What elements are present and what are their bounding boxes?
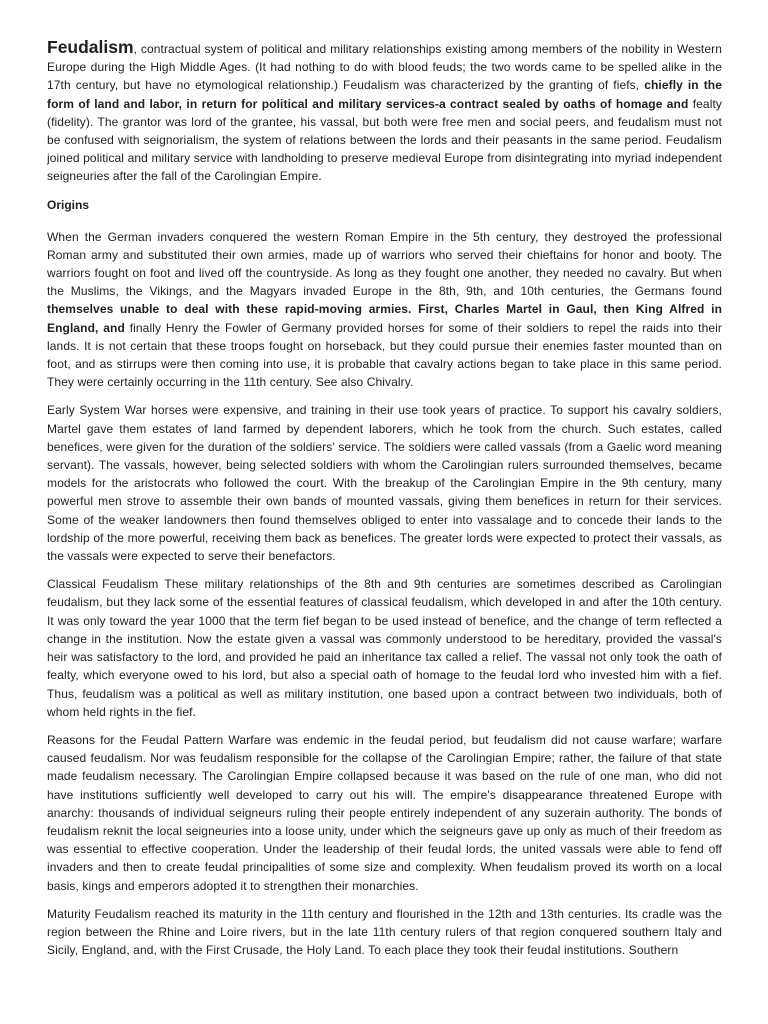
document-page: [47, 38, 722, 969]
intro-text-2: fealty (fidelity). The grantor was lord of the grantee, his vassal, but both were free men and social peers, and feudalism must not be confused with seignorialism, the system of relations between the lords and their peasants in the same period. Feudalism joined political and military service with landholding to preserve medieval Europe from disintegrating into myriad independent seigneuries after the fall of the Carolingian Empire.: [47, 96, 722, 184]
classical-feudalism-paragraph: Classical Feudalism These military relationships of the 8th and 9th centuries are sometimes described as Carolingian feudalism, but they lack some of the essential features of classical feudalism, which developed in and after the 10th century. It was only toward the year 1000 that the term fief began to be used instead of benefice, and the change of term reflected a change in the institution. Now the estate given a vassal was commonly understood to be hereditary, provided the vassal's heir was satisfactory to the lord, and provided he paid an inheritance tax called a relief. The vassal not only took the oath of fealty, which everyone owed to his lord, but also a special oath of homage to the feudal lord who invested him with a fief. Thus, feudalism was a political as well as military institution, one based upon a contract between two individuals, both of whom held rights in the fief.: [47, 577, 722, 719]
origins-paragraph: [47, 228, 722, 392]
reasons-paragraph: Reasons for the Feudal Pattern Warfare was endemic in the feudal period, but feudalism did not cause warfare; warfare caused feudalism. Nor was feudalism responsible for the collapse of the Carolingian Empire; rather, the failure of that state made feudalism necessary. The Carolingian Empire collapsed because it was based on the rule of one man, who did not have institutions sufficiently well developed to carry out his will. The empire's disappearance threatened Europe with anarchy: thousands of individual seigneurs ruling their people entirely independent of any suzerain authority. The bonds of feudalism reknit the local seigneuries into a loose unity, under which the seigneurs gave up only as much of their freedom as was essential to effective cooperation. Under the leadership of their feudal lords, the united vassals were able to fend off invaders and then to create feudal principalities of some size and complexity. When feudalism proved its worth on a local basis, kings and emperors adopted it to strengthen their monarchies.: [47, 732, 722, 893]
intro-paragraph: [47, 38, 722, 186]
maturity-paragraph: Maturity Feudalism reached its maturity in the 11th century and flourished in the 12th and 13th centuries. Its cradle was the region between the Rhine and Loire rivers, but in the late 11th century rulers of that region conquered southern Italy and Sicily, England, and, with the First Crusade, the Holy Land. To each place they took their feudal institutions. Southern: [47, 906, 722, 958]
intro-text-1: , contractual system of political and military relationships existing among members of the nobility in Western Europe during the High Middle Ages. (It had nothing to do with blood feuds; the two words came to be spelled alike in the 17th century, but have no etymological relationship.) Feudalism was characterized by the granting of fiefs,: [47, 42, 722, 93]
early-system-paragraph: Early System War horses were expensive, and training in their use took years of practice. To support his cavalry soldiers, Martel gave them estates of land farmed by dependent laborers, which he took from the church. Such estates, called benefices, were given for the duration of the soldiers' service. The soldiers were called vassals (from a Gaelic word meaning servant). The vassals, however, being selected soldiers with whom the Carolingian rulers surrounded themselves, became models for the aristocrats who followed the court. With the breakup of the Carolingian Empire in the 9th century, many powerful men strove to assemble their own bands of mounted vassals, giving them benefices in return for their services. Some of the weaker landowners then found themselves obliged to enter into vassalage and to concede their lands to the lordship of the more powerful, receiving them back as benefices. The greater lords were expected to protect their vassals, as the vassals were expected to serve their benefactors.: [47, 403, 722, 564]
origins-heading: Origins: [47, 197, 90, 212]
origins-text-2: finally Henry the Fowler of Germany provided horses for some of their soldiers to repel the raids into their lands. It is not certain that these troops fought on horseback, but they could pursue their enemies faster mounted than on foot, and as stirrups were then coming into use, it is probable that cavalry actions began to take place in this same period. They were certainly occurring in the 11th century. See also Chivalry.: [47, 320, 722, 390]
title-word: Feudalism: [47, 37, 134, 57]
origins-text-1: When the German invaders conquered the western Roman Empire in the 5th century, they destroyed the professional Roman army and substituted their own armies, made up of warriors who served their chieftains for honor and booty. The warriors fought on foot and lived off the countryside. As long as they fought one another, they needed no cavalry. But when the Muslims, the Vikings, and the Magyars invaded Europe in the 8th, 9th, and 10th centuries, the Germans found: [47, 229, 722, 299]
intro-bold-text: chiefly in the form of land and labor, in return for political and military services-a contract sealed by oaths of homage and: [47, 78, 722, 111]
origins-bold-text: themselves unable to deal with these rapid-moving armies. First, Charles Martel in Gaul, then King Alfred in England, and: [47, 302, 722, 335]
